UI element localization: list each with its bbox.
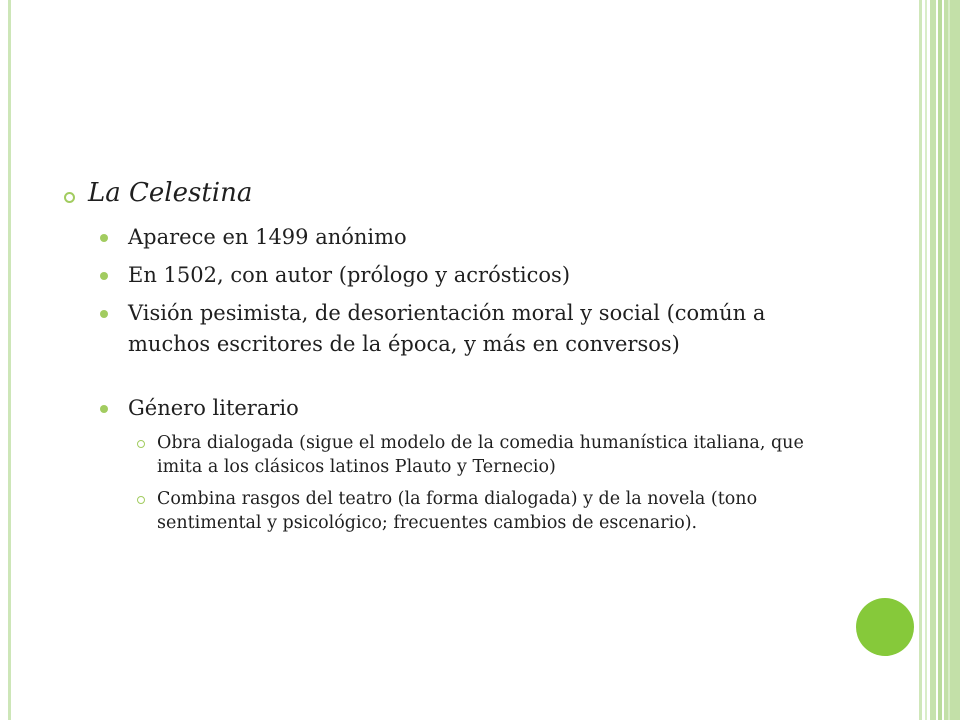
slide-title: La Celestina <box>88 178 253 208</box>
bullet-text: Aparece en 1499 anónimo <box>128 225 407 249</box>
ring-bullet-icon <box>137 440 145 448</box>
bullet-item <box>60 260 848 291</box>
heading-row <box>60 170 840 222</box>
bullet-text: En 1502, con autor (prólogo y acrósticos) <box>128 263 571 287</box>
ring-bullet-icon <box>137 496 145 504</box>
right-decor-stripe <box>938 0 942 720</box>
dot-bullet-icon <box>100 272 108 280</box>
right-decor-stripe <box>930 0 936 720</box>
slide-content <box>60 170 840 543</box>
sub-bullet-text: Combina rasgos del teatro (la forma dialogada) y de la novela (tono sentimental y psicológico; frecuentes cambios de escenario). <box>157 489 758 533</box>
decorative-circle <box>856 598 914 656</box>
left-frame-line <box>8 0 11 720</box>
bullet-text: Visión pesimista, de desorientación moral y social (común a muchos escritores de la época, y más en conversos) <box>128 301 766 356</box>
ring-bullet-icon <box>64 192 75 203</box>
sub-bullet-item <box>60 431 822 479</box>
right-decor-stripe <box>948 0 950 720</box>
sub-bullet-text: Obra dialogada (sigue el modelo de la comedia humanística italiana, que imita a los clásicos latinos Plauto y Ternecio) <box>157 433 804 477</box>
spacer <box>60 367 840 393</box>
dot-bullet-icon <box>100 405 108 413</box>
bullet-item <box>60 393 848 424</box>
sub-bullet-item <box>60 487 822 535</box>
genre-label: Género literario <box>128 396 299 420</box>
dot-bullet-icon <box>100 310 108 318</box>
dot-bullet-icon <box>100 234 108 242</box>
right-decor-stripe <box>919 0 922 720</box>
bullet-item <box>60 298 848 360</box>
right-decor-stripe <box>925 0 927 720</box>
right-decor-stripe <box>944 0 960 720</box>
bullet-item <box>60 222 848 253</box>
